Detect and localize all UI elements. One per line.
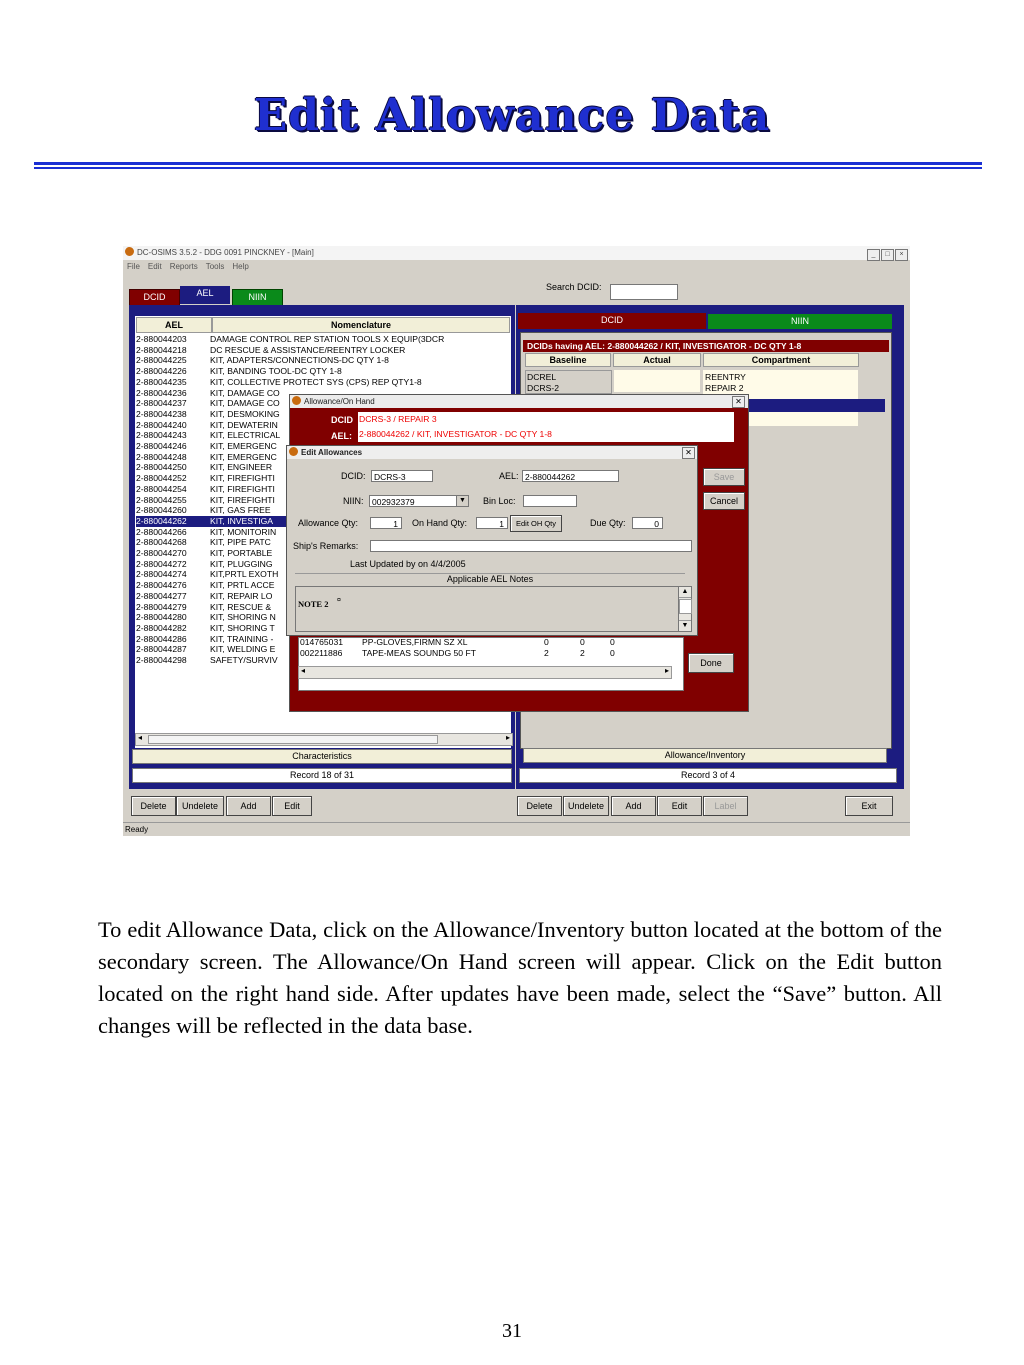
list-item-ael: 2-880044276 [136,580,187,591]
note-text: NOTE 2 [298,599,329,609]
right-label-button: Label [703,796,748,816]
list-item[interactable] [136,580,286,591]
onhand-horizontal-scrollbar[interactable] [298,666,672,679]
list-item-nomenclature: KIT, ADAPTERS/CONNECTIONS-DC QTY 1-8 [210,355,389,366]
right-edit-button[interactable]: Edit [657,796,702,816]
dcid-row-compartment[interactable]: REPAIR 2 [705,383,744,392]
list-item-ael: 2-880044250 [136,462,187,473]
list-item-ael: 2-880044277 [136,590,187,601]
right-delete-button[interactable]: Delete [517,796,562,816]
list-item-ael: 2-880044235 [136,376,187,387]
list-item-nomenclature: KIT, GAS FREE [210,505,271,516]
list-item-nomenclature: KIT, PLUGGING [210,558,273,569]
column-header-compartment[interactable]: Compartment [703,353,859,367]
list-item[interactable] [136,462,286,473]
scroll-right-arrow-icon[interactable]: ▸ [505,733,510,742]
ael-horizontal-scrollbar[interactable] [135,733,513,746]
last-updated-text: Last Updated by on 4/4/2005 [350,559,466,569]
list-item[interactable] [136,484,286,495]
scroll-left-arrow-icon[interactable]: ◂ [301,666,306,675]
list-item-nomenclature: KIT, DESMOKING [210,408,280,419]
left-edit-button[interactable]: Edit [272,796,312,816]
app-icon [125,247,134,256]
list-item[interactable] [136,559,286,570]
list-item[interactable] [136,430,286,441]
list-item-ael: 2-880044279 [136,601,187,612]
list-item-ael: 2-880044280 [136,612,187,623]
list-item-ael: 2-880044268 [136,537,187,548]
column-header-ael[interactable]: AEL [136,317,212,333]
list-item-ael: 2-880044226 [136,366,187,377]
list-item[interactable] [136,527,286,538]
edit-dcid-field[interactable]: DCRS-3 [371,470,433,482]
onhand-row-onhand: 0 [580,637,585,647]
list-item-ael: 2-880044225 [136,355,187,366]
right-add-button[interactable]: Add [611,796,656,816]
app-icon [289,447,298,456]
list-item[interactable] [136,355,389,366]
list-item[interactable] [136,569,286,580]
edit-onhand-label: On Hand Qty: [412,518,468,528]
onhand-row-nomenclature[interactable]: TAPE-MEAS SOUNDG 50 FT [362,648,476,658]
list-item[interactable] [136,376,422,388]
title-rule-secondary [34,167,982,169]
done-button[interactable]: Done [688,653,734,673]
list-item-nomenclature: KIT, FIREFIGHTI [210,494,275,505]
list-item-nomenclature: KIT, ENGINEER [210,462,273,473]
menu-reports[interactable]: Reports [169,262,198,271]
menu-edit[interactable]: Edit [147,262,162,271]
list-item-ael: 2-880044218 [136,344,187,355]
notes-scrollbar[interactable] [678,586,692,632]
left-add-button[interactable]: Add [226,796,271,816]
list-item-nomenclature: KIT, INVESTIGA [210,515,274,526]
menu-bar [123,261,253,273]
list-item-nomenclature: KIT, MONITORIN [210,526,277,537]
list-item[interactable] [136,388,286,399]
edit-allowances-dialog [286,445,738,636]
list-item-nomenclature: KIT, DAMAGE CO [210,398,280,409]
close-button[interactable]: × [895,249,908,261]
edit-titlebar [287,446,697,459]
onhand-grid [298,637,684,691]
edit-ael-field[interactable]: 2-880044262 [522,470,619,482]
app-window [123,246,910,836]
onhand-row-due: 0 [610,637,615,647]
right-undelete-button[interactable]: Undelete [563,796,609,816]
list-item[interactable] [136,537,286,548]
list-item[interactable] [136,409,286,420]
list-item-ael: 2-880044272 [136,558,187,569]
save-button: Save [703,468,745,486]
list-item[interactable] [136,623,286,634]
actual-cell-bg [614,370,700,392]
edit-ael-label: AEL: [499,471,519,481]
list-item-ael: 2-880044246 [136,441,187,451]
list-item[interactable] [136,505,286,516]
onhand-row-nomenclature[interactable]: PP-GLOVES,FIRMN SZ XL [362,637,468,647]
list-item-nomenclature: KIT, DAMAGE CO [210,387,280,398]
left-delete-button[interactable]: Delete [131,796,176,816]
edit-binloc-field[interactable] [523,495,577,507]
list-item-ael: 2-880044254 [136,483,187,494]
list-item-ael: 2-880044238 [136,408,187,419]
exit-button[interactable]: Exit [845,796,893,816]
list-item[interactable] [136,398,286,409]
edit-title: Edit Allowances [301,448,363,457]
list-item[interactable] [136,441,286,452]
onhand-dcid-value: DCRS-3 / REPAIR 3 [359,414,437,424]
list-item-nomenclature: KIT, DEWATERIN [210,419,278,430]
app-icon [292,396,301,405]
scroll-thumb[interactable] [148,735,438,744]
list-item-ael: 2-880044240 [136,419,187,430]
cancel-button[interactable]: Cancel [703,492,745,510]
allowance-inventory-button[interactable]: Allowance/Inventory [523,748,887,763]
page-number: 31 [502,1320,522,1342]
list-item-nomenclature: KIT, EMERGENC [210,441,277,451]
list-item-nomenclature: KIT, BANDING TOOL-DC QTY 1-8 [210,366,342,377]
left-record-indicator: Record 18 of 31 [132,768,512,783]
right-record-indicator: Record 3 of 4 [519,768,897,783]
edit-close-icon[interactable]: ✕ [682,447,695,459]
list-item-nomenclature: KIT, SHORING T [210,622,275,633]
window-title: DC-OSIMS 3.5.2 - DDG 0091 PINCKNEY - [Main] [137,248,314,257]
onhand-row-allowance: 0 [544,637,549,647]
tab-ael[interactable]: AEL [180,286,230,304]
tab-dcid[interactable]: DCID [129,289,180,306]
edit-oh-qty-button[interactable]: Edit OH Qty [510,515,562,532]
scroll-thumb[interactable] [679,599,692,614]
list-item-nomenclature: KIT, PIPE PATC [210,537,271,548]
slide-title: Edit Allowance Data [253,90,771,141]
edit-niin-select[interactable]: 002932379 [369,495,469,507]
onhand-ael-value: 2-880044262 / KIT, INVESTIGATOR - DC QTY 1-8 [359,429,552,439]
search-input[interactable] [610,284,678,300]
search-label: Search DCID: [546,282,602,292]
list-item[interactable] [136,516,286,527]
list-item[interactable] [136,655,286,666]
edit-dcid-label: DCID: [341,471,366,481]
scroll-up-arrow-icon[interactable]: ▲ [679,587,691,598]
list-item-nomenclature: KIT, PRTL ACCE [210,580,275,591]
dcid-row-baseline[interactable]: DCREL [527,372,557,382]
onhand-row-onhand: 2 [580,648,585,658]
tab-niin[interactable]: NIIN [232,289,283,306]
onhand-ael-label: AEL: [331,431,352,441]
list-item[interactable] [136,644,286,655]
dcid-header: DCIDs having AEL: 2-880044262 / KIT, INVESTIGATOR - DC QTY 1-8 [523,340,889,352]
list-item-ael: 2-880044243 [136,430,187,441]
list-item-ael: 2-880044270 [136,548,187,558]
right-tab-niin[interactable]: NIIN [708,314,892,329]
list-item-ael: 2-880044236 [136,387,187,398]
onhand-dcid-label: DCID [331,415,353,425]
list-item[interactable] [136,602,286,613]
dcid-row-baseline[interactable]: DCRS-2 [527,383,559,392]
menu-help[interactable]: Help [232,262,249,271]
list-item-ael: 2-880044282 [136,622,187,633]
list-item-nomenclature: KIT, RESCUE & [210,601,272,612]
maximize-button[interactable]: □ [881,249,894,261]
list-item-nomenclature: KIT, COLLECTIVE PROTECT SYS (CPS) REP QTY1-8 [210,376,422,387]
status-bar: Ready [123,822,910,836]
list-item-nomenclature: KIT, ELECTRICAL [210,430,281,441]
menu-file[interactable]: File [127,262,140,271]
list-item[interactable] [136,344,406,356]
edit-remarks-label: Ship's Remarks: [293,541,359,551]
list-item-ael: 2-880044262 [136,515,187,526]
column-header-nomenclature[interactable]: Nomenclature [212,317,510,333]
list-item-nomenclature: KIT, FIREFIGHTI [210,483,275,494]
list-item-ael: 2-880044274 [136,569,187,580]
window-titlebar [123,246,910,260]
notes-box[interactable] [295,586,680,632]
title-rule [34,162,982,165]
list-item[interactable] [136,420,286,431]
edit-onhand-field[interactable]: 1 [476,517,508,529]
menu-tools[interactable]: Tools [205,262,225,271]
scroll-down-arrow-icon[interactable]: ▼ [679,620,691,631]
list-item-nomenclature: KIT, EMERGENC [210,451,277,462]
list-item-nomenclature: KIT, TRAINING - [210,633,274,644]
list-item-nomenclature: DAMAGE CONTROL REP STATION TOOLS X EQUIP(3DCR [210,334,445,344]
list-item[interactable] [136,473,286,484]
list-item-nomenclature: KIT, PORTABLE [210,548,273,558]
list-item[interactable] [136,548,286,559]
list-item[interactable] [136,591,286,602]
list-item[interactable] [136,634,286,645]
dcid-row-compartment[interactable]: REENTRY [705,372,746,382]
onhand-row-allowance: 2 [544,648,549,658]
list-item-nomenclature: SAFETY/SURVIV [210,655,278,665]
list-item[interactable] [136,612,286,623]
edit-niin-label: NIIN: [343,496,364,506]
list-item-ael: 2-880044252 [136,473,187,484]
list-item-ael: 2-880044286 [136,633,187,644]
characteristics-button[interactable]: Characteristics [132,749,512,764]
edit-remarks-field[interactable] [370,540,692,552]
list-item[interactable] [136,452,286,463]
list-item-ael: 2-880044266 [136,526,187,537]
list-item[interactable] [136,495,286,506]
list-item-ael: 2-880044248 [136,451,187,462]
edit-due-label: Due Qty: [590,518,626,528]
column-header-actual[interactable]: Actual [613,353,701,367]
list-item-ael: 2-880044287 [136,644,187,655]
scroll-right-arrow-icon[interactable]: ▸ [664,666,669,675]
list-item[interactable] [136,366,342,377]
column-header-baseline[interactable]: Baseline [525,353,611,367]
list-item-nomenclature: KIT, WELDING E [210,644,276,655]
left-undelete-button[interactable]: Undelete [176,796,224,816]
edit-allowance-field[interactable]: 1 [370,517,402,529]
list-item-ael: 2-880044260 [136,505,187,516]
onhand-title: Allowance/On Hand [304,397,375,406]
instruction-paragraph: To edit Allowance Data, click on the Allowance/Inventory button located at the bottom of the secondary screen. The Allowance/On Hand screen will appear. Click on the Edit button located on the right hand side. After updates have been made, select the “Save” button. All changes will be reflected in the data base. [98,917,942,1038]
list-item-ael: 2-880044237 [136,398,187,409]
minimize-button[interactable]: _ [867,249,880,261]
list-item-nomenclature: DC RESCUE & ASSISTANCE/REENTRY LOCKER [210,344,406,355]
notes-header: Applicable AEL Notes [295,573,685,585]
right-tab-dcid[interactable]: DCID [518,313,706,329]
scroll-left-arrow-icon[interactable]: ◂ [138,733,143,742]
list-item-nomenclature: KIT,PRTL EXOTH [210,569,279,580]
edit-due-field[interactable]: 0 [632,517,663,529]
edit-binloc-label: Bin Loc: [483,496,516,506]
onhand-row-niin[interactable]: 002211886 [300,648,343,658]
list-item[interactable] [136,334,445,345]
onhand-titlebar [290,395,748,408]
onhand-close-icon[interactable]: ✕ [732,396,745,408]
list-item-ael: 2-880044203 [136,334,187,344]
list-item-ael: 2-880044255 [136,494,187,505]
onhand-row-niin[interactable]: 014765031 [300,637,344,647]
list-item-nomenclature: KIT, SHORING N [210,612,276,623]
chevron-down-icon[interactable]: ▼ [456,496,468,506]
note-mark: ¤ [337,597,341,604]
edit-allowance-label: Allowance Qty: [298,518,359,528]
list-item-nomenclature: KIT, REPAIR LO [210,590,273,601]
onhand-row-due: 0 [610,648,615,658]
list-item-ael: 2-880044298 [136,655,187,665]
list-item-nomenclature: KIT, FIREFIGHTI [210,473,275,484]
